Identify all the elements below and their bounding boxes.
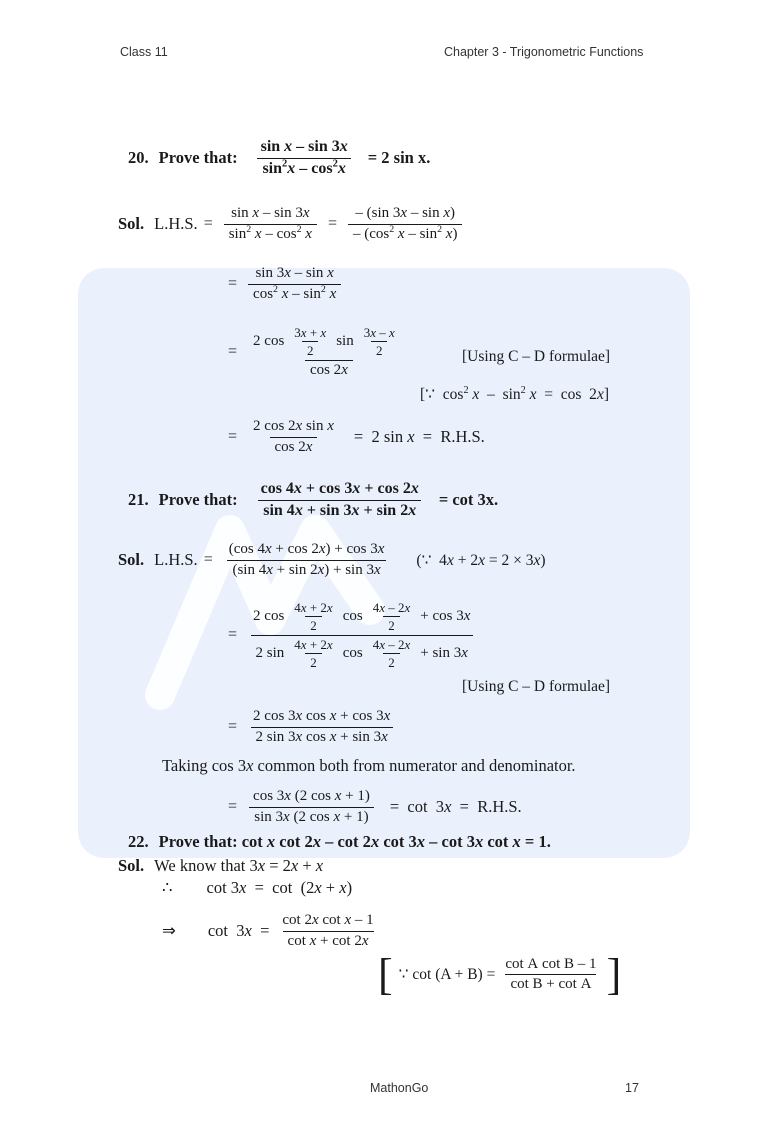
sol-label-20: Sol. xyxy=(118,214,145,234)
equals-sign-7: = xyxy=(228,626,238,644)
q21-inner-frac-1: 4x + 2x 2 xyxy=(294,600,333,634)
q21-step3-frac: $\frac{\text{2 cos 3x cos x + cos 3x}}{\text{2 sin 3x cos x + sin 3x}}$ xyxy=(248,708,395,746)
cd-formula-note-1: [Using C – D formulae] xyxy=(462,348,611,365)
q20-step2-frac: $\frac{\text{sin 3x – sin x}}{\cos^2 x - \sin^2 x}$ xyxy=(248,265,341,303)
equals-sign-9: = xyxy=(228,798,238,816)
problem-20-heading xyxy=(128,138,430,179)
problem-22-heading xyxy=(128,832,551,852)
q21-note-4x2x: (∵ 4x + 2x = 2 × 3x) xyxy=(416,551,546,569)
problem-21-heading xyxy=(128,480,498,521)
sol-label-22: Sol. xyxy=(118,856,145,875)
problem-22-note-cotAB xyxy=(378,950,622,999)
sol-label-21: Sol. xyxy=(118,550,145,570)
problem-20-note-cd xyxy=(462,348,610,366)
header-chapter-label: Chapter 3 - Trigonometric Functions xyxy=(444,45,644,59)
lhs-label-20: L.H.S. xyxy=(154,214,198,234)
q21-inner-frac-4: 4x – 2x 2 xyxy=(372,636,411,670)
problem-20-sol-line-2 xyxy=(222,265,346,303)
problem-20-sol-line-1 xyxy=(118,205,467,243)
q21-final-result: = cot 3x = R.H.S. xyxy=(389,797,522,817)
equals-sign: = xyxy=(203,215,213,233)
cotAB-note-label: ∵ cot (A + B) = xyxy=(398,966,496,984)
implies-symbol: ⇒ xyxy=(162,921,176,941)
problem-20-sol-line-3 xyxy=(222,325,415,379)
bracket-open: [ xyxy=(378,950,393,999)
cot3x-expansion: cot 3x = cot (2x + x) xyxy=(206,878,353,897)
problem-20-number: 20. xyxy=(128,148,149,168)
bracket-close: ] xyxy=(606,950,622,999)
problem-20-prompt: Prove that: xyxy=(158,148,238,168)
we-know-text: We know that 3x = 2x + x xyxy=(154,856,324,875)
therefore-symbol: ∴ xyxy=(162,878,173,897)
problem-21-prompt: Prove that: xyxy=(158,490,238,510)
problem-22-sol-line-3 xyxy=(162,912,384,950)
q20-step1-frac-b: $\frac{\text{– (sin 3x – sin x)}}{- (\cos^2 x - \sin^2 x)}$ xyxy=(348,205,462,243)
cos2x-identity-note: [∵ $\cos^2 x - \sin^2 x = \cos 2x$] xyxy=(420,384,609,403)
equals-sign-8: = xyxy=(228,718,238,736)
problem-22-number: 22. xyxy=(128,832,149,851)
equals-sign-3: = xyxy=(228,275,238,293)
q20-final-result: = 2 sin x = R.H.S. xyxy=(353,427,485,447)
q22-cotAB-frac: $\frac{\text{cot A cot B – 1}}{\text{cot B + cot A}}$ xyxy=(505,955,597,993)
equals-sign-5: = xyxy=(228,428,238,446)
cot3x-label: cot 3x = xyxy=(207,921,270,941)
q21-big-frac: 2 cos 4x + 2x 2 cos 4x – 2x 2 + cos 3 x 2 sin 4x + 2x 2 cos 4x – 2x 2 + sin 3 x xyxy=(248,600,475,670)
problem-21-note-cd xyxy=(462,678,610,696)
problem-20-fraction: $\frac{\text{sin x – sin 3x}}{\sin^2x - \cos^2x}$ xyxy=(256,138,353,179)
problem-22-sol-line-1 xyxy=(118,856,323,876)
q21-final-frac: $\frac{\text{cos 3x (2 cos x + 1)}}{\text{sin 3x (2 cos x + 1)}}$ xyxy=(248,788,375,826)
problem-21-sol-line-1 xyxy=(118,541,546,579)
q21-step1-frac: $\frac{(\cos 4x + \cos 2x) + \cos 3x}{(\sin 4x + \sin 2x) + \sin 3x}$ xyxy=(228,541,385,578)
equals-sign-6: = xyxy=(203,551,213,569)
header-class-label: Class 11 xyxy=(120,45,168,59)
page-footer xyxy=(0,1081,768,1103)
problem-22-statement: Prove that: cot x cot 2x – cot 2x cot 3x – cot 3x cot x = 1. xyxy=(158,832,551,851)
equals-sign-2: = xyxy=(327,215,337,233)
q20-step1-frac-a: $\frac{\text{sin x – sin 3x}}{\sin^2 x - \cos^2 x}$ xyxy=(224,205,317,243)
q21-inner-frac-3: 4x + 2x 2 xyxy=(294,636,333,670)
q20-inner-frac-1: 3x + x 2 xyxy=(294,325,327,359)
problem-20-note-identity xyxy=(420,385,609,404)
page-header xyxy=(0,45,768,67)
q21-inner-frac-2: 4x – 2x 2 xyxy=(372,600,411,634)
problem-21-sol-line-2 xyxy=(222,600,480,670)
q20-inner-frac-2: 3x – x 2 xyxy=(363,325,395,359)
problem-21-rhs: = cot 3x. xyxy=(438,490,499,510)
taking-common-text: Taking cos 3x common both from numerator and denominator. xyxy=(162,756,576,775)
problem-20-sol-final xyxy=(222,418,485,456)
cd-formula-note-2: [Using C – D formulae] xyxy=(462,678,611,695)
lhs-label-21: L.H.S. xyxy=(154,550,198,570)
footer-page-number: 17 xyxy=(625,1081,639,1095)
equals-sign-4: = xyxy=(228,343,238,361)
problem-21-number: 21. xyxy=(128,490,149,510)
q20-step3-frac: 2 cos 3x + x 2 sin 3x – x 2 cos 2x xyxy=(248,325,410,379)
problem-22-sol-line-2 xyxy=(162,878,352,898)
problem-21-sol-line-3 xyxy=(222,708,400,746)
problem-21-sol-final xyxy=(222,788,522,826)
footer-brand: MathonGo xyxy=(370,1081,429,1095)
problem-21-remark xyxy=(162,756,576,776)
q20-final-frac: $\frac{\text{2 cos 2x sin x}}{\cos 2x}$ xyxy=(253,418,334,455)
problem-20-rhs: = 2 sin x. xyxy=(367,148,431,168)
problem-21-fraction: $\frac{\cos 4x + \cos 3x + \cos 2x}{\sin 4x + \sin 3x + \sin 2x}$ xyxy=(256,480,424,521)
q22-cot-frac: $\frac{\text{cot 2x cot x – 1}}{\text{cot x + cot 2x}}$ xyxy=(282,912,374,949)
